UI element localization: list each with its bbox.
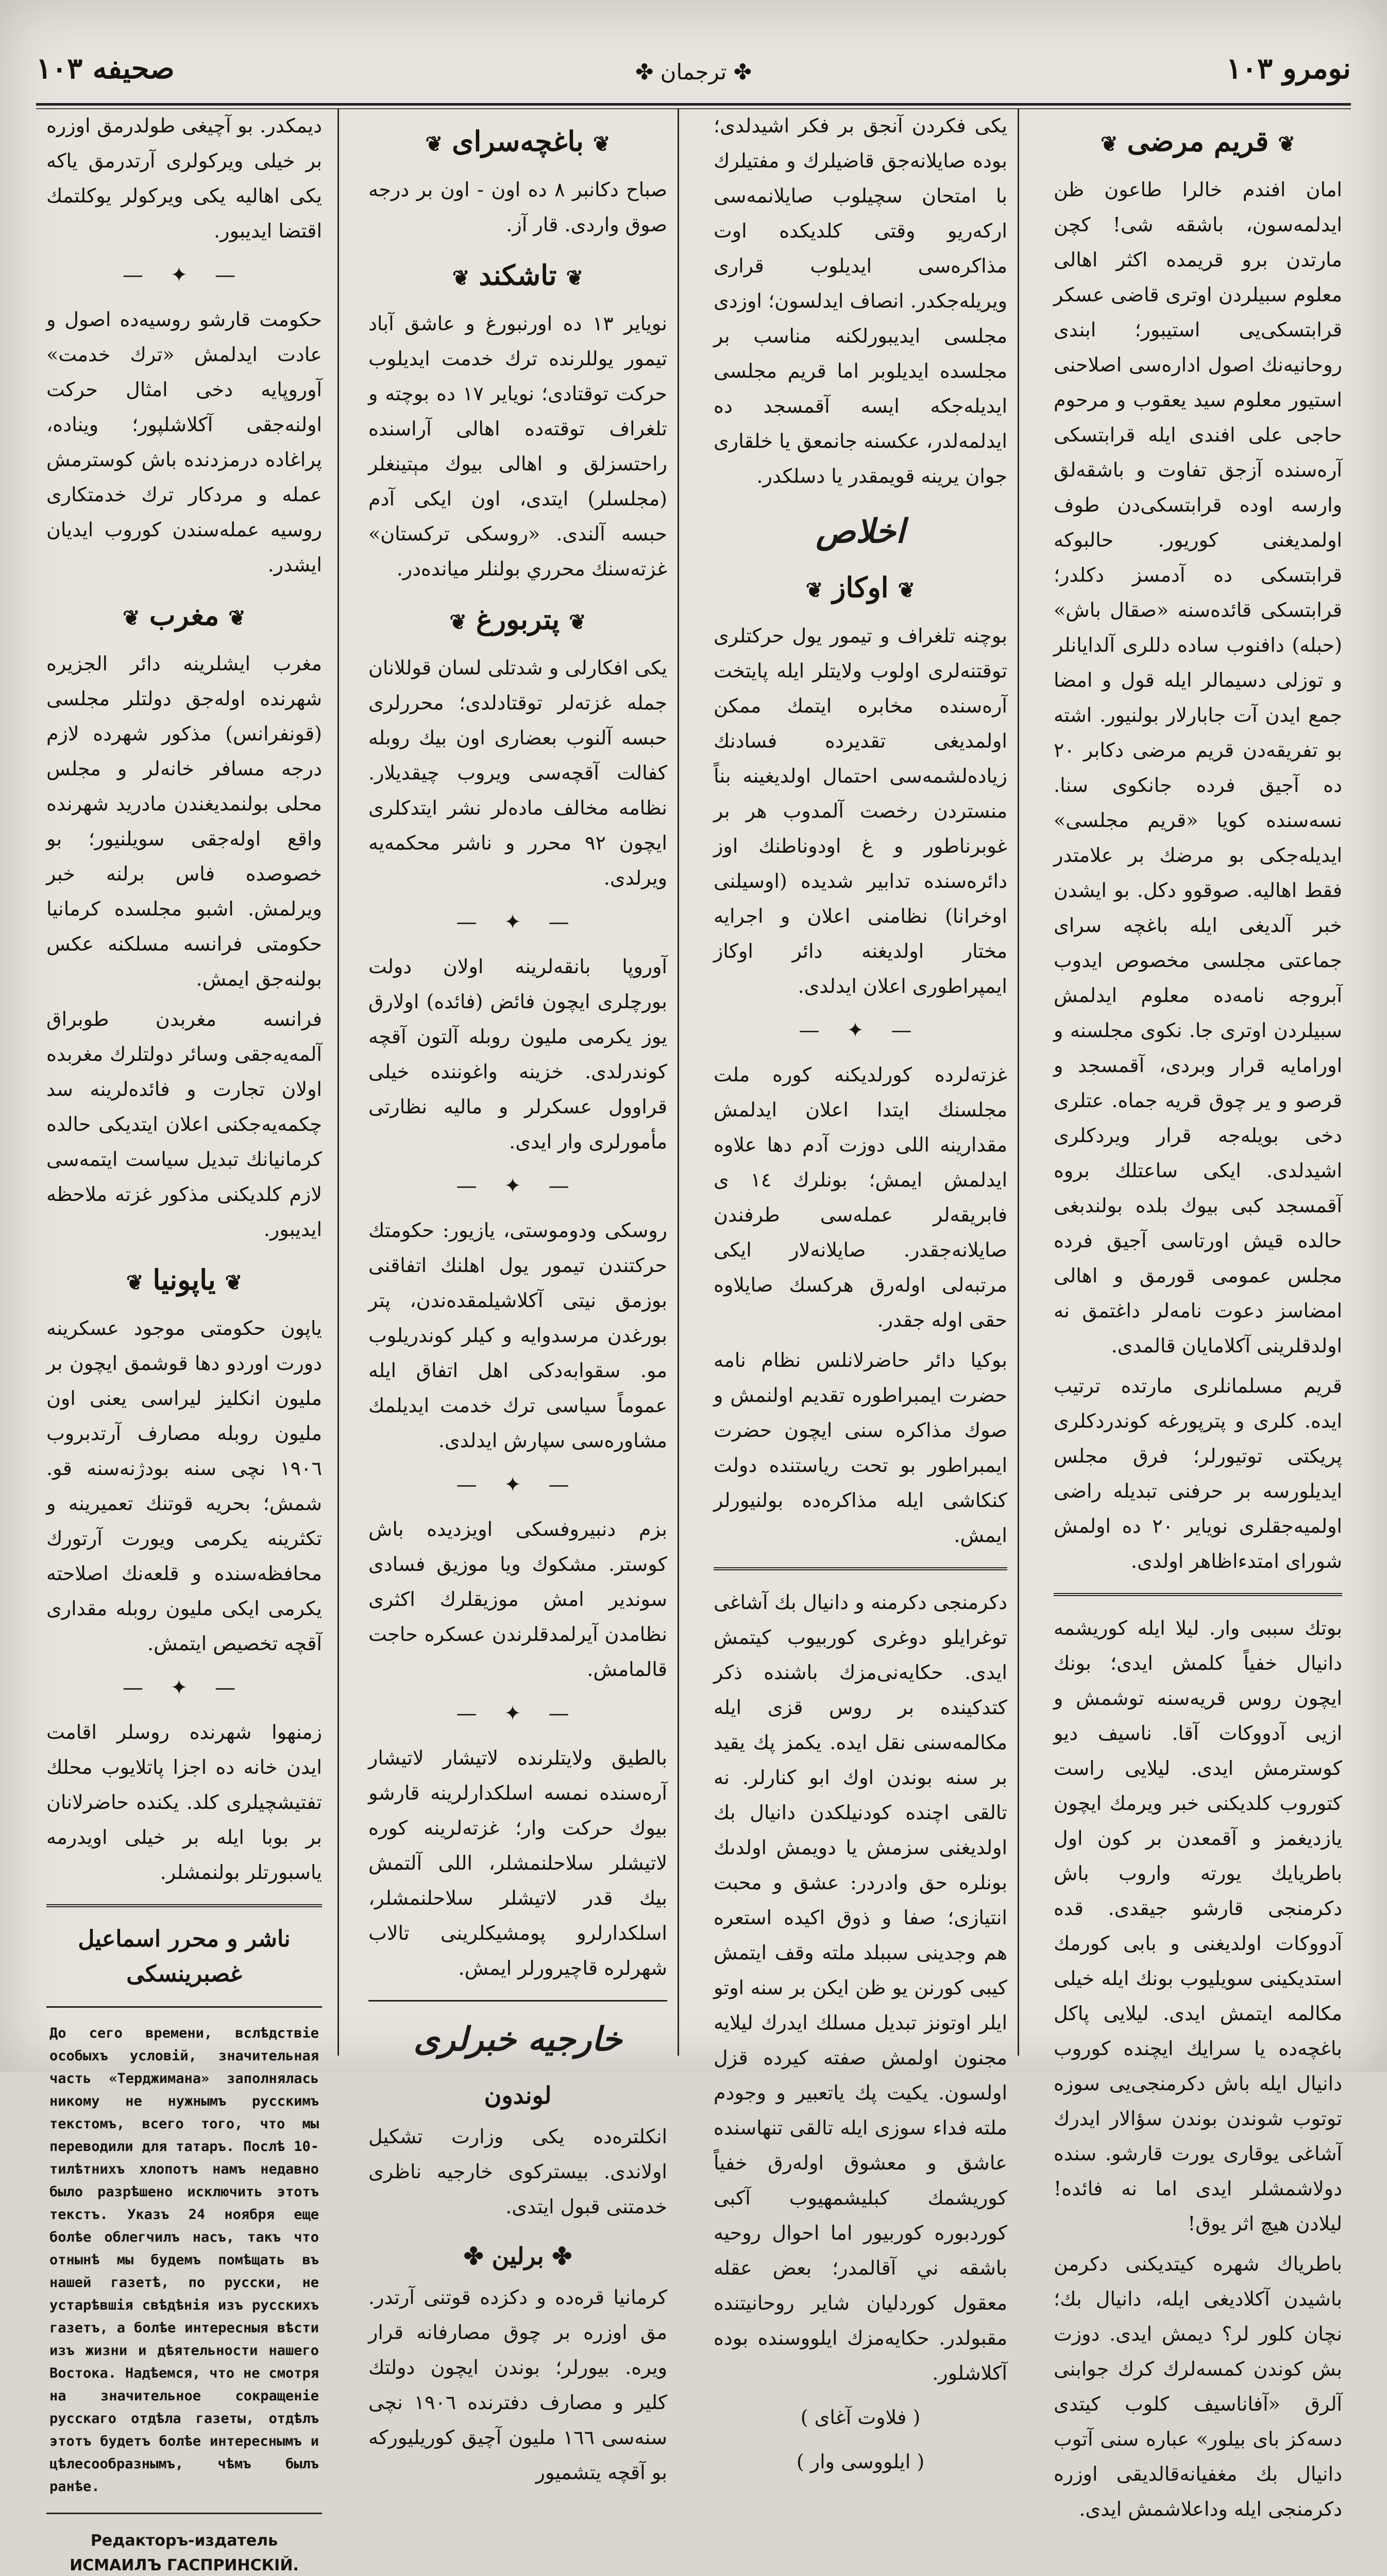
section-heading — [46, 1262, 322, 1300]
heading-text: باغچه‌سراى — [452, 125, 584, 158]
article-paragraph: بوكيا دائر حاضرلانلس نظام نامه حضرت ايمبراطوره تقديم اولنمش و صوك مذاكره سنى ايچون حضرت ايمبراطور بو تحت رياستنده دولت كنكاشى ايله مذاكرەده بولنيورلر ايمش. — [714, 1349, 1007, 1547]
story-paragraph: باطرياك شهره كيتديكنى دكرمن باشيدن آكلاديغى ايله، دانيال بك؛ نچان كلور لر؟ ديمش ايدى. دوزت بش كوندن كمسه‌لرك كرك جوابنى آلرق «آفاناسيف كلوب كيتدى دسه‌كز باى بيلور» عباره سنى آتوب دانيال بك مغفيانه‌قالديقى اوزره دكرمنجى ايله وداعلاشمش ايدى. — [1054, 2252, 1342, 2520]
article-paragraph: انكلتره‌ده يكى وزارت تشكيل اولاندى. بيستركوى خارجيه ناظرى خدمتنى قبول ايتدى. — [368, 2125, 667, 2218]
section-divider — [46, 2006, 322, 2008]
article-paragraph: زمنهوا شهرنده روسلر اقامت ايدن خانه ده اجزا پاتلايوب محلك تفتيشچيلرى كلد. يكنده حاضرلانان بر بوبا ايله بر خيلى اويدرمه ياسبورتلر بولنمشلر. — [46, 1721, 322, 1884]
leaf-ornament-icon: ❦ — [898, 578, 916, 602]
article-paragraph: نوياير ١٣ ده اورنبورغ و عاشق آباد تيمور يوللرنده ترك خدمت ايديلوب حركت توقتادى؛ نوياير ١٧ ده بوچته و تلغراف توقته‌ده اهالى آراسنده راحتسزلق و اهالى بيوك مېتينغلر (مجلسلر) ايتدى، اون ايكى آدم حبسه آلندى. «روسكى تركستان» غزته‌سنك محرري بولنلر ميانده‌در. — [368, 312, 668, 580]
heading-text: پتربورغ — [476, 603, 560, 636]
section-heading — [1054, 124, 1342, 162]
leaf-ornament-icon: ❦ — [123, 606, 140, 630]
story-paragraph: دكرمنجى دكرمنه و دانيال بك آشاغى توغرايلو دوغرى كوربيوب كيتمش ايدى. حكايه‌نى‌مزك باشنده ذكر كتدكينده بر روس قزى ايله مكالمه‌سنى نقل ايده. يكمز پك يقيد بر سنه بوندن اوك ابو كنارلر. نه تالقى اچنده كودنيلكدن دانيال بك اولديغنى سزمش يا دويمش اولدىك بونلره حق وادردر: عشق و محبت انتيازى؛ صفا و ذوق اكيده استعره هم وجدينى سببلد ملته وقف ايتمش كيبى كورنن يو ظن ايكن بر سنه اوتو ايلر اوتونز تبديل مسلك ايدرك ليلايه مجنون اولمش صفته كيرده قزل اولسون. يكيت پك ياتعبير و وجودم ملته فداء سوزى ايله تالقى تنهاسنده عاشق و معشوق اولەرق خفياً كوريشمك كبليشمهيوب آكبى كوردبوره كوربيور اما احوال روحيه باشقه ني آقالمدر؛ بعض عقله معقول كوردليان شاير روحانيتنده مقبولدر. حكايەمزك ايلووسنده بوده آكلاشلور. — [714, 1591, 1007, 2384]
star-separator-icon: — ✦ — — [799, 1019, 922, 1042]
article-paragraph: امان افندم خالرا طاعون ظن ايدلمه‌سون، باشقه شى! كچن مارتدن برو قريمده اكثر اهالى معلوم سبيلردن اوترى قاضى عسكر قرابتسكى‌يى استيبور؛ ابندى روحانيه‌نك اصول ادارەسى اصلاحنى استيور معلوم سيد يعقوب و مرحوم حاجى على افندى ايله قرابتسكى آره‌سنده آزجق تفاوت و باشقه‌لق وارسه اوده قرابتسكى‌دن طوف اولمديغنى كوريور. حالبوكه قرابتسكى ده آدمسز دكلدر؛ قرابتسكى قائده‌سنه «صقال باش» (حبله) دافنوب ساده دللرى آلدايانلر و توزلى دسيمالر ايله قول و امضا جمع ايدن آت جابارلار بولنيور. اشته بو تفريقه‌دن قريم مرضى دكابر ٢٠ ده آجيق فرده جانكوى سنا. نسه‌سنده كويا «قريم مجلسى» ايديله‌جكى بو مرضك بر علامتدر فقط اهاليه. صوقوو دكل. بو ايشدن خبر آلديغى ايله باغچه سراى جماعتى مجلسى مخصوص ايدوب آبروجه نامه‌ده معلوم ايدلمش سبيلردن اوترى جا. نكوى مجلسنه و اورامايه قرار وبردى، آقمسجد و قرصو و ير چوق قريه جماه. عتلرى دخى بويله‌جه قرار ويردكلرى اشيدلدى. ايكى ساعتلك بروه آقمسجد كبى بيوك بلده بولندبغى حالده قيش اورتاسى آجيق فرده مجلس عمومى قورمق و اهالى امضاسز دعوت نامه‌لر داغتمق نه اولدقلرينى آكلامايان قالمدى. — [1054, 178, 1342, 1357]
section-divider — [46, 1904, 322, 1907]
newspaper-title: ✤ ترجمان ✤ — [635, 59, 752, 84]
heading-text: قريم مرضى — [1127, 125, 1269, 158]
foreign-news-heading: خارجيه خبرلرى — [413, 2020, 622, 2059]
masthead-rule — [36, 103, 1351, 106]
issue-number: نومرو ١٠٣ — [1226, 52, 1351, 86]
article-paragraph: قريم مسلمانلرى مارتده ترتيب ايده. كلرى و پترپورغه كوندردكلرى پريكتى توتيورلر؛ فرق مجلس ايديلورسه بر حرفنى تبديله راضى اولميه‌جقلرى نوياير ٢٠ ده اولمش شوراى امتدءاظاهر اولدى. — [1054, 1375, 1342, 1572]
section-heading — [368, 258, 667, 296]
section-heading — [714, 570, 1007, 608]
leaf-ornament-icon: ❦ — [126, 1270, 144, 1295]
masthead — [36, 31, 1351, 103]
leaf-ornament-icon: ❦ — [449, 610, 467, 634]
section-heading — [46, 598, 322, 636]
leaf-ornament-icon: ❦ — [452, 266, 470, 290]
leaf-ornament-icon: ❦ — [593, 132, 611, 156]
star-separator-icon: — ✦ — — [123, 1676, 246, 1700]
heading-text: مغرب — [149, 599, 219, 632]
article-paragraph: كرمانيا قرەده و دكزده قوتنى آرتدر. مق اوزره بر چوق مصارفانه قرار ويره. بيورلر؛ بوندن ايچون دولتك كلير و مصارف دفترنده ١٩٠٦ نچى سنه‌سى ١٦٦ مليون آچيق كوريليوركه بو آقچه يتشميور — [368, 2286, 667, 2484]
heading-text: اوكاز — [832, 571, 889, 604]
leaf-ornament-icon: ❦ — [1278, 132, 1295, 156]
story-continued: ( ايلووسى وار ) — [796, 2450, 925, 2473]
section-divider — [714, 1567, 1007, 1570]
leaf-ornament-icon: ❦ — [566, 266, 584, 290]
city-heading: ✤ برلين ✤ — [463, 2242, 572, 2270]
leaf-ornament-icon: ❦ — [228, 606, 246, 630]
column-1 — [1043, 108, 1352, 2520]
russian-notice: До сего времени, вслѣдствіе особыхъ условій, значительная часть «Терджимана» заполнялась никому не нужнымъ русскимъ текстомъ, всего того, что мы переводили для татаръ. Послѣ 10-тилѣтнихъ хлопотъ намъ недавно было разрѣшено исключить этотъ текстъ. Указъ 24 ноября еще болѣе облегчилъ насъ, такъ что отнынѣ мы будемъ помѣщать въ нашей газетѣ, по русски, не устарѣвшія свѣдѣнія изъ русскихъ газетъ, а болѣе интересныя вѣсти изъ жизни и дѣятельности нашего Востока. Надѣемся, что не смотря на значительное сокращеніе русскаго отдѣла газеты, отдѣлъ этотъ будетъ болѣе интереснымъ и цѣлесообразнымъ, чѣмъ былъ ранѣе. — [49, 2025, 319, 2495]
article-paragraph: مغرب ايشلرينه دائر الجزيره شهرنده اوله‌جق دولتلر مجلسى (قونفرانس) مذكور شهرده لازم درجه مسافر خانەلر و مجلس محلى بولنمديغندن مادريد شهرنده واقع اوله‌جقى سويلنيور؛ بو خصوصده فاس برلنه خبر ويرلمش. اشبو مجلسده كرمانيا حكومتى فرانسه مسلكنه عكس بولنه‌جق ايمش. — [46, 652, 322, 990]
article-paragraph: بزم دنبيروفسكى اويزديده باش كوستر. مشكوك ويا موزيق فسادى سوندير امش موزيقلرك اكثرى نظامدن آيرلمدقلرندن عسكره حاجت قالمامش. — [368, 1518, 667, 1681]
star-separator-icon: — ✦ — — [456, 1473, 580, 1497]
section-divider — [368, 2000, 667, 2002]
handwritten-signature: اخلاص — [816, 512, 905, 551]
story-author: ( فلاوت آغاى ) — [800, 2406, 921, 2429]
columns — [36, 108, 1352, 2574]
story-paragraph: بوتك سببى وار. ليلا ايله كوريشمه دانيال خفياً كلمش ايدى؛ بونك ايچون روس قريه‌سنه توشمش و ازيى آدووكات آقا. ناسيف ديو كوسترمش ايدى. ليلايى راست كتوروب كلديكنى خبر ويرمك ايچون يازديغمز و آقمعدن بر كون اول باطريايك يورته واروب باش دكرمنجى قارشو جيقدى. قدە آدووكات اولديغنى و بابى كورمك استديكينى سويليوب بونك ايله خيلى مكالمه ايتمش ايدى. ليلايى پاكل باغچه‌ده يا سرايك ايچنده كوروب دانيال ايله باش دكرمنجى‌يى سوزه توتوب شوندن بوندن سؤالار ايدرك آشاغى يوقارى يورت قارشو. سنده دولاشمشلر ايدى اما نه فائده! ليلادن هيچ اثر يوق! — [1054, 1617, 1342, 2235]
section-divider — [46, 2513, 322, 2514]
heading-text: تاشكند — [479, 259, 557, 292]
section-heading — [368, 602, 667, 640]
article-paragraph: بوچنه تلغراف و تيمور يول حركتلرى توقتنه‌لرى اولوب ولايتلر ايله پايتخت آره‌سنده مخابره ايتمك ممكن اولمديغى تقديرده فسادنك زياده‌لشمه‌سى احتمال اولديغينه بناً منستردن رخصت آلمدوب هر بر غوبرناطور و غ اودوناطنك اوز دائرەسنده تدابير شديده (اوسيلنى اوخرانا) نظامنى اعلان و اجرايه مختار اولديغنه دائر اوكاز ايمپراطورى اعلان ايدلدى. — [714, 624, 1007, 997]
heading-text: ياپونيا — [153, 1263, 216, 1296]
city-heading: لوندون — [484, 2081, 552, 2109]
column-3 — [358, 108, 678, 2484]
article-paragraph: ديمكدر. بو آچيغى طولدرمق اوزره بر خيلى ويركولرى آرتدرمق ياكه يكى اهاليه يكى ويركولر يوكلتمك اقتضا ايديبور. — [46, 114, 322, 242]
column-2 — [703, 108, 1018, 2473]
leaf-ornament-icon: ❦ — [805, 578, 823, 602]
publisher-line: ناشر و محرر اسماعيل غصبرينسكى — [78, 1926, 291, 1987]
article-paragraph: فرانسه مغربدن طوبراق آلمه‌يه‌جقى وسائر دولتلرك مغربده اولان تجارت و فائده‌لرينه سد چكمه‌يه‌جكنى اعلان ايتديكى حالده كرمانيانك تبديل سياست ايتمه‌سى لازم كلديكنى مذكور غزته ملاحظه ايديبور. — [46, 1008, 322, 1241]
star-separator-icon: — ✦ — — [456, 910, 580, 934]
article-paragraph: غزته‌لرده كورلديكنه كوره ملت مجلسنك ايتدا اعلان ايدلمش مقدارينه اللى دوزت آدم دها علاوه ايدلمش ايمش؛ بونلرك ١٤ ى فابريقه‌لر عمله‌سى طرفندن صايلانه‌جقدر. صايلانەلار ايكى مرتبه‌لى اولەرق هركسك صايلاوه حقى اوله جقدر. — [714, 1063, 1007, 1331]
leaf-ornament-icon: ❦ — [425, 132, 443, 156]
leaf-ornament-icon: ❦ — [1101, 132, 1118, 156]
leaf-ornament-icon: ❦ — [569, 610, 586, 634]
article-paragraph: يكى افكارلى و شدتلى لسان قوللانان جمله غزته‌لر توقتادلدى؛ محررلرى حبسه آلنوب بعضارى اون بيك روبله كفالت آقچه‌سى ويروب چيقديلار. نظامه مخالف مادەلر نشر ايتدكلرى ايچون ٩٢ محرر و ناشر محكمه‌يه ويرلدى. — [368, 656, 667, 889]
page-number: صحيفه ١٠٣ — [36, 52, 175, 86]
article-paragraph: يكى فكردن آنجق بر فكر اشيدلدى؛ بوده صايلانه‌جق قاضيلرك و مفتيلرك با امتحان سچيلوب صايلانمه‌سى اركه‌ريو وقتى كلديكده اوت مذاكرەسى ايديلوب قرارى ويريله‌جكدر. انصاف ايدلسون؛ اوزدى مجلسى ايديبورلكنه مناسب بر مجلسده ايديلوبر اما قريم مجلسى ايديله‌جكه ايسه آقمسجد ده ايدلمه‌لدر، عكسنه جانمعق يا خلقارى جوان يرينه قويمقدر يا دسلكدر. — [714, 114, 1007, 487]
star-separator-icon: — ✦ — — [456, 1174, 580, 1198]
star-separator-icon: — ✦ — — [456, 1702, 580, 1725]
article-paragraph: صباح دكانبر ٨ ده اون - اون بر درجه صوق واردى. قار آز. — [368, 178, 667, 236]
article-paragraph: ياپون حكومتى موجود عسكرينه دورت اوردو دها قوشمق ايچون بر مليون انكليز ليراسى يعنى اون مليون روبله مصارف آرتدبروب ١٩٠٦ نچى سنه بودژنه‌سنه قو. شمش؛ بحريه قوتنك تعميرينه و تكثرينه يكرمى ويورت آرتورك محافظه‌سنده و قلعه‌نك اصلاحته يكرمى ايكى مليون روبله مقدارى آقچه تخصيص ايتمش. — [46, 1317, 322, 1655]
star-separator-icon: — ✦ — — [123, 263, 246, 287]
section-divider — [1054, 1593, 1342, 1596]
article-paragraph: روسكى ودوموستى، يازيور: حكومتك حركتندن تيمور يول اهلنك اتفاقنى بوزمق نيتى آكلاشيلمقده‌ندن، پتر بورغدن مرسدوايه و كيلر كوندريلوب مو. سقوابه‌دكى اهل اتفاق ايله عموماً سياسى ترك خدمت ايديلمك مشاورەسى سپارش ايدلدى. — [368, 1219, 667, 1452]
article-paragraph: حكومت قارشو روسيه‌ده اصول و عادت ايدلمش «ترك خدمت» آوروپايه دخى امثال حركت اولنه‌جقى آكلاشلپور؛ وينادە، پراغاده درمزدنده باش كوسترمش عمله و مردكار ترك خدمتكارى روسيه عمله‌سندن كوروب ايديان ايشدر. — [46, 308, 322, 576]
article-paragraph: آوروپا بانقه‌لرينه اولان دولت بورچلرى ايچون فائض (فائده) اولارق يوز يكرمى مليون روبله آلتون آقچه كوندرلدى. خزينه واغوننده خيلى قراوول عسكرلر و ماليه نظارتى مأمورلرى وار ايدى. — [368, 955, 667, 1153]
article-paragraph: بالطيق ولايتلرنده لاتيشار لاتيشار آره‌سنده نمسه اسلكدارلرينه قارشو بيوك حركت وار؛ غزته‌لرينه كوره لاتيشلر سلاحلنمشلر، اللى آلتمش بيك قدر لاتيشلر سلاحلنمشلر، اسلكدارلرو پومشيكلرينى تالاب شهرلره قاچيرورلر ايمش. — [368, 1747, 667, 1979]
editor-line: Редакторъ-издатель ИСМАИЛЪ ГАСПРИНСКІЙ. — [70, 2532, 299, 2574]
section-heading — [368, 124, 667, 162]
leaf-ornament-icon: ❦ — [225, 1270, 243, 1295]
column-4 — [36, 108, 332, 2574]
